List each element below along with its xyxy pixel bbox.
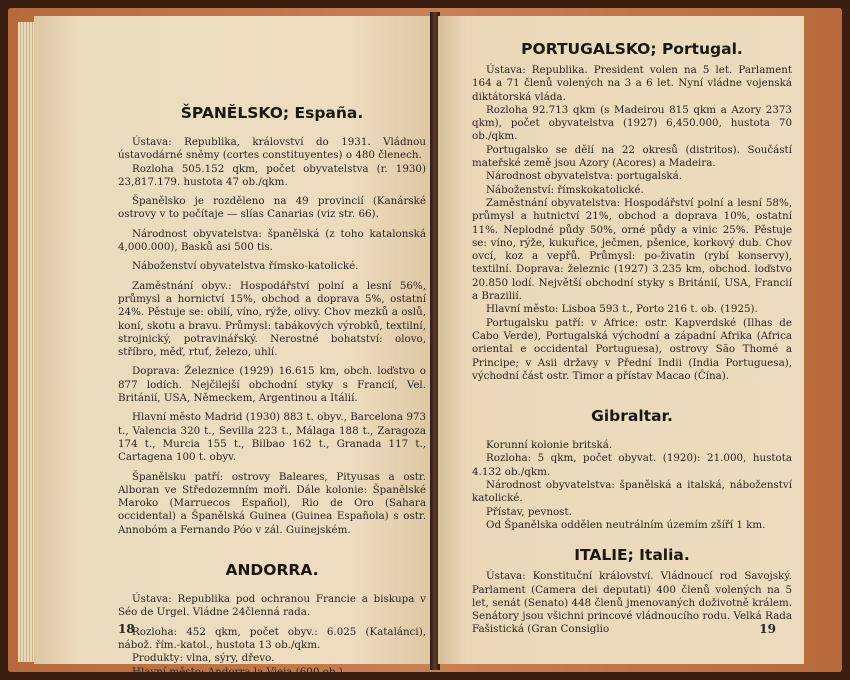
portugal-paragraph: Zaměstnání obyvatelstva: Hospodářství polní a lesní 58%, průmysl a hutnictví 21%, obchod a doprava 10%, ostatní 11%. Neplodné půdy 50%, orné půdy a vinic 25%. Pěstuje se: víno, rýže, kukuřice, ječmen, pšenice, korkový dub. Chov ovcí, koz a vepřů. Průmysl: po-živatin (rybí konservy), textilní. Doprava: železnic (1927) 3.235 km, obchod. loďstvo 20.850 lodí. Největší obchodní styky s Británií, USA, Francií a Brazilií. [472, 196, 792, 303]
gibraltar-paragraph: Korunní kolonie britská. [486, 439, 613, 452]
portugal-paragraph: Národnost obyvatelstva: portugalská. [486, 170, 683, 183]
italy-heading: ITALIE; Italia. [574, 546, 690, 565]
italy-paragraph: Ústava: Konstituční království. Vládnoucí rod Savojský. Parlament (Camera dei deputati) 400 členů volených na 5 let, senát (Senato) 448 členů jmenovaných doživotně králem. Senátory jsou všichni princové vládnoucího rodu. Velká Rada Fašistická (Gran Consiglio [472, 570, 792, 636]
portugal-paragraph: Ústava: Republika. President volen na 5 let. Parlament 164 a 71 členů volených na 3 a 6 let. Nyní vládne vojenská diktátorská vláda. [472, 64, 792, 103]
spain-paragraph: Ústava: Republika, království do 1931. Vládnou ústavodárné sněmy (cortes constituyentes) o 480 členech. [118, 136, 426, 162]
page-number: 19 [759, 622, 776, 636]
portugal-paragraph: Hlavní město: Lisboa 593 t., Porto 216 t. ob. (1925). [486, 303, 758, 316]
spain-paragraph: Hlavní město Madrid (1930) 883 t. obyv., Barcelona 973 t., Valencia 320 t., Sevilla 223 t., Málaga 188 t., Zaragoza 174 t., Murcia 155 t., Bilbao 162 t., Granada 117 t., Cartagena 100 t. obyv. [118, 411, 426, 464]
portugal-paragraph: Portugalsko se dělí na 22 okresů (distritos). Součástí mateřské země jsou Azory (Acores) a Madeira. [472, 143, 792, 170]
andorra-paragraph: Hlavní město: Andorra la Vieja (600 ob.). [132, 665, 347, 678]
spain-paragraph: Národnost obyvatelstva: španělská (z toho katalonská 4,000.000), Basků asi 500 tis. [118, 227, 426, 254]
gibraltar-paragraph: Národnost obyvatelstva: španělská a italská, náboženství katolické. [472, 479, 792, 505]
portugal-paragraph: Rozloha 92.713 qkm (s Madeirou 815 qkm a Azory 2373 qkm), počet obyvatelstva (1927) 6,450.000, hustota 70 ob./qkm. [472, 103, 792, 143]
andorra-paragraph: Rozloha: 452 qkm, počet obyv.: 6.025 (Katalánci), nábož. řím.-katol., hustota 13 ob./qkm. [118, 625, 426, 651]
spain-paragraph: Doprava: Železnice (1929) 16.615 km, obch. loďstvo o 877 lodích. Nejčilejší obchodní styky s Francií, Vel. Británií, USA, Německem, Argentinou a Itálií. [118, 365, 426, 405]
spain-paragraph: Náboženství obyvatelstva římsko-katolické. [132, 260, 359, 273]
gibraltar-paragraph: Přístav, pevnost. [486, 505, 572, 518]
andorra-paragraph: Produkty: vlna, sýry, dřevo. [132, 652, 275, 665]
gibraltar-paragraph: Od Španělska oddělen neutrálním územím zšíří 1 km. [486, 518, 766, 531]
spain-paragraph: Španělsko je rozděleno na 49 provincií (Kanárské ostrovy v to počítaje — slías Canarias (viz str. 66). [118, 195, 426, 221]
gibraltar-heading: Gibraltar. [591, 407, 673, 426]
page-number: 18 [118, 622, 135, 636]
andorra-paragraph: Ústava: Republika pod ochranou Francie a biskupa v Séo de Urgel. Vládne 24členná rada. [118, 593, 426, 619]
spain-paragraph: Zaměstnání obyv.: Hospodářství polní a lesní 56%, průmysl a hornictví 15%, obchod a doprava 5%, ostatní 24%. Pěstuje se: obilí, víno, rýže, olivy. Chov mezků a oslů, koní, skotu a bravu. Průmysl: tabákových výrobků, textilní, strojnický, potravinářský. Nerostné bohatství: olovo, stříbro, měď, rtuť, železo, uhlí. [118, 279, 426, 359]
portugal-paragraph: Náboženství: římskokatolické. [486, 183, 644, 196]
right-page [438, 16, 804, 664]
left-page [34, 16, 432, 678]
spain-paragraph: Španělsku patří: ostrovy Baleares, Pityusas a ostr. Alboran ve Středozemním moři. Dále kolonie: Španělské Maroko (Marruecos Español), Rio de Oro (Sahara occidental) a Španělská Guinea (Guinea Española) s ostr. Annobóm a Fernando Póo v zál. Guinejském. [118, 470, 426, 536]
portugal-paragraph: Portugalsku patří: v Africe: ostr. Kapverdské (Ilhas de Cabo Verde), Portugalská východní a západní Afrika (Africa oriental e occidental Portuguesa), ostrovy São Thomé a Principe; v Asii državy v Přední Indii (India Portuguesa), východní část ostr. Timor a přístav Macao (Čína). [472, 316, 792, 382]
portugal-heading: PORTUGALSKO; Portugal. [521, 40, 743, 58]
gibraltar-paragraph: Rozloha: 5 qkm, počet obyvat. (1920): 21.000, hustota 4.132 ob./qkm. [472, 452, 792, 478]
andorra-heading: ANDORRA. [225, 561, 319, 580]
spain-paragraph: Rozloha 505.152 qkm, počet obyvatelstva (r. 1930) 23,817.179. hustota 47 ob./qkm. [118, 162, 426, 188]
spain-heading: ŠPANĚLSKO; España. [180, 104, 364, 122]
